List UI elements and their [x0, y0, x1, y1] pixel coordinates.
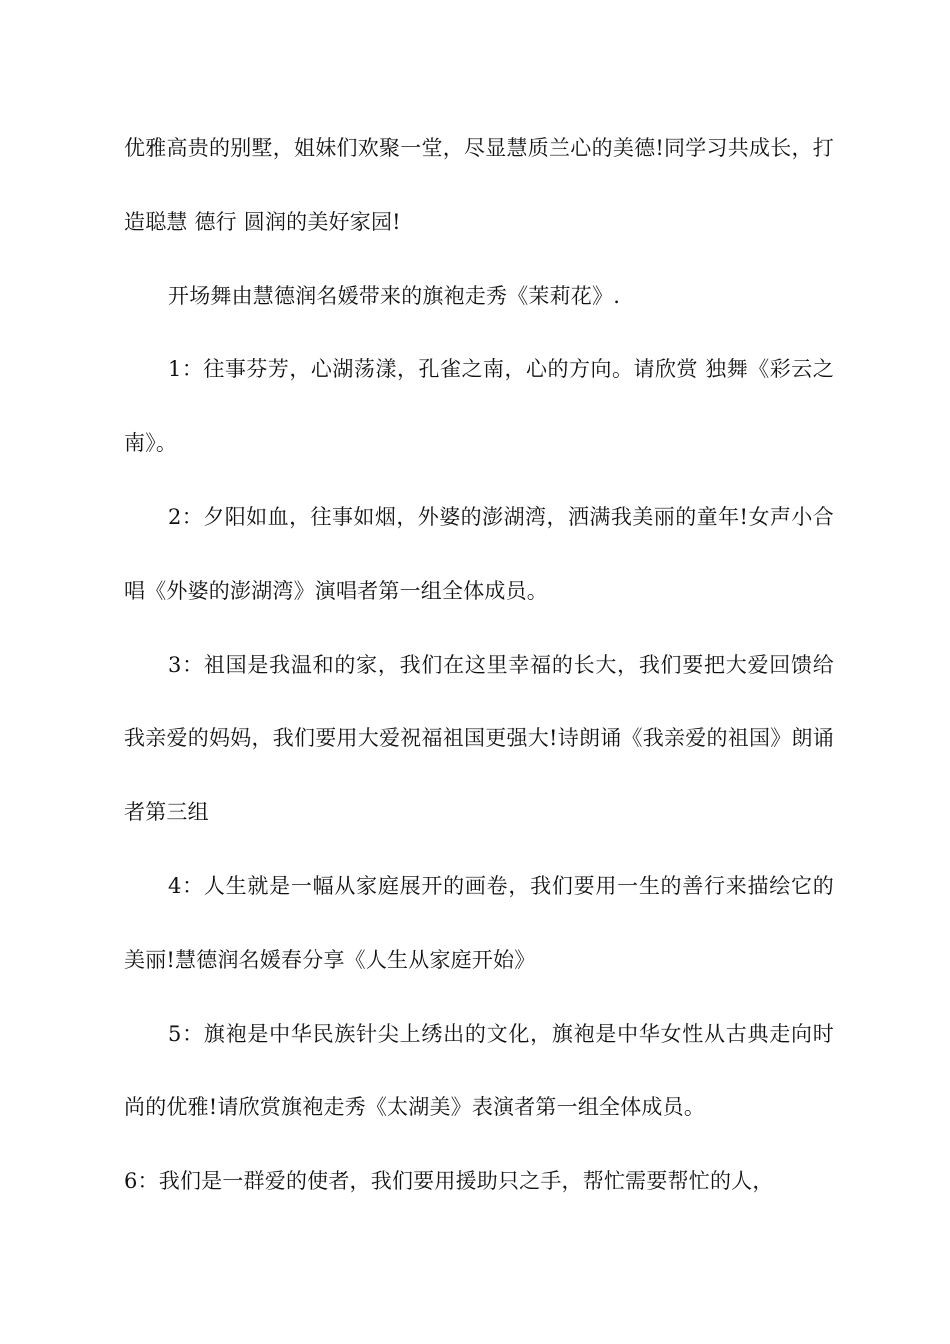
document-body — [124, 112, 834, 1219]
paragraph-item-6: 6：我们是一群爱的使者，我们要用援助只之手，帮忙需要帮忙的人， — [124, 1169, 774, 1194]
paragraph-opening-dance: 开场舞由慧德润名媛带来的旗袍走秀《茉莉花》. — [168, 283, 621, 308]
paragraph-item-1: 1：往事芬芳，心湖荡漾，孔雀之南，心的方向。请欣赏 独舞《彩云之南》。 — [124, 357, 834, 456]
paragraph-intro: 优雅高贵的别墅，姐妹们欢聚一堂，尽显慧质兰心的美德!同学习共成长，打造聪慧 德行 圆润的美好家园! — [124, 136, 834, 234]
paragraph-item-4: 4：人生就是一幅从家庭展开的画卷，我们要用一生的善行来描绘它的美丽!慧德润名媛春分享《人生从家庭开始》 — [124, 873, 834, 972]
paragraph-item-3: 3：祖国是我温和的家，我们在这里幸福的长大，我们要把大爱回馈给我亲爱的妈妈，我们要用大爱祝福祖国更强大!诗朗诵《我亲爱的祖国》朗诵者第三组 — [124, 652, 834, 825]
paragraph-item-5: 5：旗袍是中华民族针尖上绣出的文化，旗袍是中华女性从古典走向时尚的优雅!请欣赏旗袍走秀《太湖美》表演者第一组全体成员。 — [124, 1021, 834, 1120]
paragraph-item-2: 2：夕阳如血，往事如烟，外婆的澎湖湾，洒满我美丽的童年!女声小合唱《外婆的澎湖湾》演唱者第一组全体成员。 — [124, 504, 834, 603]
